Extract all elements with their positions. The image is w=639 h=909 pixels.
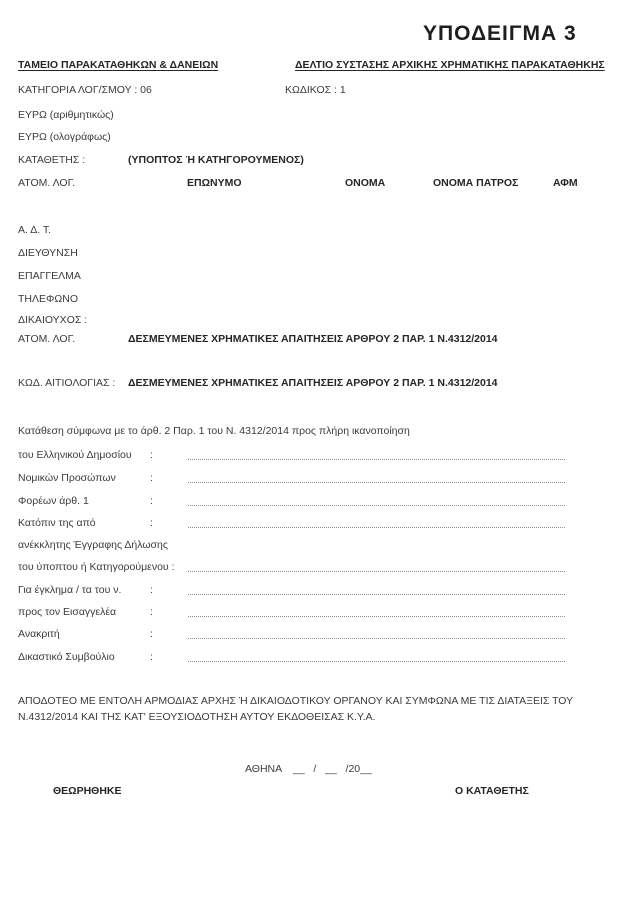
depositor-label: ΚΑΤΑΘΕΤΗΣ : (18, 154, 86, 166)
payable-note: ΑΠΟΔΟΤΕΟ ΜΕ ΕΝΤΟΛΗ ΑΡΜΟΔΙΑΣ ΑΡΧΗΣ Ή ΔΙΚΑΙΟΔΟΤΙΚΟΥ ΟΡΓΑΝΟΥ ΚΑΙ ΣΥΜΦΩΝΑ ΜΕ ΤΙΣ ΔΙΑΤΑΞΕΙΣ ΤΟΥ Ν.4312/2014 ΚΑΙ ΤΗΣ ΚΑΤ' ΕΞΟΥΣΙΟΔΟΤΗΣΗ ΑΥΤΟΥ ΕΚΔΟΘΕΙΣΑΣ Κ.Υ.Α. (18, 695, 573, 723)
fill-row-label: Για έγκλημα / τα του ν. (18, 584, 122, 596)
dotted-line (188, 481, 565, 483)
fill-row-label: προς τον Εισαγγελέα (18, 606, 117, 618)
fill-row-colon: : (150, 584, 153, 596)
address-label: ΔΙΕΥΘΥΝΣΗ (18, 247, 78, 259)
fill-row-label: Δικαστικό Συμβούλιο (18, 651, 115, 663)
reviewed-label: ΘΕΩΡΗΘΗΚΕ (53, 785, 122, 797)
deposit-intro: Κατάθεση σύμφωνα με το άρθ. 2 Παρ. 1 του Ν. 4312/2014 προς πλήρη ικανοποίηση (18, 425, 410, 437)
column-header-father-name: ΟΝΟΜΑ ΠΑΤΡΟΣ (433, 177, 519, 189)
fill-row-label: Φορέων άρθ. 1 (18, 495, 89, 507)
fill-row-investigator (0, 628, 639, 642)
fill-row-colon: : (150, 517, 153, 529)
fill-row-judicial-council (0, 651, 639, 665)
atom-log-label: ΑΤΟΜ. ΛΟΓ. (18, 333, 76, 345)
fill-row-label: Νομικών Προσώπων (18, 472, 116, 484)
column-header-surname: ΕΠΩΝΥΜΟ (187, 177, 242, 189)
dotted-line (188, 615, 565, 617)
date-blanks: __ / __ /20__ (293, 763, 372, 775)
account-category-value: 06 (140, 84, 152, 96)
euro-numeric-label: ΕΥΡΩ (αριθμητικώς) (18, 109, 114, 121)
personal-account-label: ΑΤΟΜ. ΛΟΓ. (18, 177, 76, 189)
organization-name: ΤΑΜΕΙΟ ΠΑΡΑΚΑΤΑΘΗΚΩΝ & ΔΑΝΕΙΩΝ (18, 59, 219, 71)
atom-log-value: ΔΕΣΜΕΥΜΕΝΕΣ ΧΡΗΜΑΤΙΚΕΣ ΑΠΑΙΤΗΣΕΙΣ ΑΡΘΡΟΥ 2 ΠΑΡ. 1 Ν.4312/2014 (128, 333, 498, 345)
fill-row-colon: : (150, 628, 153, 640)
code-value: 1 (339, 84, 346, 96)
dotted-line (188, 526, 565, 528)
dotted-line (188, 570, 565, 572)
code-label: ΚΩΔΙΚΟΣ : (285, 84, 337, 96)
dotted-line (188, 458, 565, 460)
fill-row-label: του Ελληνικού Δημοσίου (18, 449, 132, 461)
reason-code-value: ΔΕΣΜΕΥΜΕΝΕΣ ΧΡΗΜΑΤΙΚΕΣ ΑΠΑΙΤΗΣΕΙΣ ΑΡΘΡΟΥ 2 ΠΑΡ. 1 Ν.4312/2014 (128, 377, 498, 389)
fill-row-label: Ανακριτή (18, 628, 60, 640)
fill-row-colon: : (150, 472, 153, 484)
fill-row-colon: : (150, 606, 153, 618)
depositor-note: (ΥΠΟΠΤΟΣ Ή ΚΑΤΗΓΟΡΟΥΜΕΝΟΣ) (128, 154, 304, 166)
dotted-line (188, 504, 565, 506)
fill-row-irrevocable-declaration (0, 539, 639, 553)
fill-row-colon: : (150, 651, 153, 663)
fill-row-label: του ύποπτου ή Κατηγορούμενου : (18, 561, 175, 573)
page-title: ΥΠΟΔΕΙΓΜΑ 3 (423, 22, 577, 45)
fill-row-label: Κατόπιν της από (18, 517, 96, 529)
fill-row-following-from (0, 517, 639, 531)
account-category (18, 84, 152, 97)
reason-code-label: ΚΩΔ. ΑΙΤΙΟΛΟΓΙΑΣ : (18, 377, 116, 389)
dotted-line (188, 660, 565, 662)
document-title: ΔΕΛΤΙΟ ΣΥΣΤΑΣΗΣ ΑΡΧΙΚΗΣ ΧΡΗΜΑΤΙΚΗΣ ΠΑΡΑΚΑΤΑΘΗΚΗΣ (295, 59, 605, 71)
fill-row-label: ανέκκλητης Έγγραφης Δήλωσης (18, 539, 168, 551)
dotted-line (188, 593, 565, 595)
fill-row-prosecutor (0, 606, 639, 620)
beneficiary-label: ΔΙΚΑΙΟΥΧΟΣ : (18, 314, 88, 326)
column-header-name: ΟΝΟΜΑ (345, 177, 386, 189)
profession-label: ΕΠΑΓΓΕΛΜΑ (18, 270, 81, 282)
dotted-line (188, 637, 565, 639)
city-label: ΑΘΗΝΑ (245, 763, 283, 775)
phone-label: ΤΗΛΕΦΩΝΟ (18, 293, 78, 305)
fill-row-suspect-or-accused (0, 561, 639, 575)
column-header-afm: ΑΦΜ (553, 177, 578, 189)
fill-row-crime-of-law (0, 584, 639, 598)
fill-row-entities (0, 495, 639, 509)
code-field (285, 84, 346, 97)
fill-row-colon: : (150, 495, 153, 507)
fill-row-colon: : (150, 449, 153, 461)
fill-row-legal-persons (0, 472, 639, 486)
fill-row-greek-state (0, 449, 639, 463)
depositor-signature-label: Ο ΚΑΤΑΘΕΤΗΣ (455, 785, 529, 797)
id-card-label: Α. Δ. Τ. (18, 224, 52, 236)
account-category-label: ΚΑΤΗΓΟΡΙΑ ΛΟΓ/ΣΜΟΥ : (18, 84, 138, 96)
euro-words-label: ΕΥΡΩ (ολογράφως) (18, 131, 111, 143)
